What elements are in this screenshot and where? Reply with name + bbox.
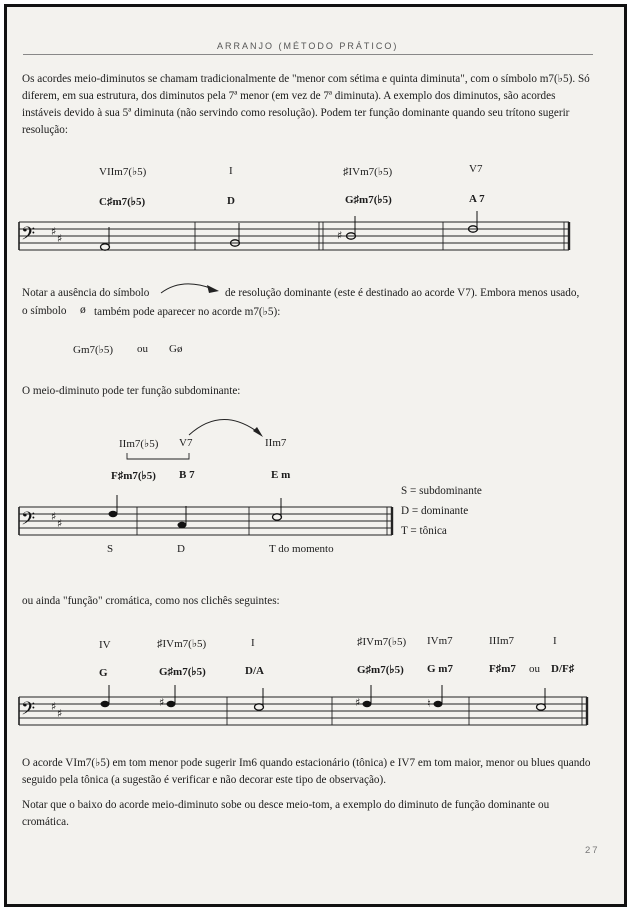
bass-clef-icon: 𝄢	[21, 224, 36, 249]
half-note-icon	[537, 704, 546, 710]
degree-label: ♯IVm7(♭5)	[157, 638, 207, 650]
legend-tonic: T = tônica	[401, 525, 447, 537]
degree-label: IV	[99, 639, 111, 651]
degree-label: IVm7	[427, 635, 453, 647]
half-diminished-symbol-icon: ø	[80, 304, 86, 316]
intro-paragraph: Os acordes meio-diminutos se chamam tradicionalmente de "menor com sétima e quinta diminuta", com o símbolo m7(♭5). Só diferem, em sua estrutura, dos diminutos pela 7ª menor (em vez de 7ª diminuta). A exemplo dos diminutos, são acordes instáveis devido à sua 5ª diminuta (não servindo como resolução). Podem ter função dominante quando seu trítono sugerir resolução:	[22, 73, 590, 136]
degree-label: IIm7	[265, 437, 287, 449]
degree-label: I	[553, 635, 557, 647]
chord-symbol: D/F♯	[551, 663, 575, 675]
subdominant-heading: O meio-diminuto pode ter função subdominante:	[22, 385, 241, 397]
chord-symbol: F♯m7	[489, 663, 516, 675]
legend-dominant: D = dominante	[401, 505, 469, 517]
key-signature-sharp-icon: ♯	[51, 225, 57, 238]
chord-symbol: Gø	[169, 343, 183, 355]
degree-label: VIIm7(♭5)	[99, 166, 147, 178]
degree-label: I	[229, 165, 233, 177]
key-signature-sharp-icon: ♯	[51, 510, 57, 523]
chord-symbol: F♯m7(♭5)	[111, 470, 156, 482]
natural-accidental-icon: ♮	[427, 697, 431, 710]
closing-paragraph-2: Notar que o baixo do acorde meio-diminuto sobe ou desce meio-tom, a exemplo do diminuto de função dominante ou cromática.	[22, 799, 550, 828]
bass-clef-icon: 𝄢	[21, 699, 36, 724]
degree-label: ♯IVm7(♭5)	[357, 636, 407, 648]
degree-label: V7	[469, 163, 483, 175]
chord-symbol: D/A	[245, 665, 264, 677]
bass-clef-icon: 𝄢	[21, 509, 36, 534]
note-text-part-d: também pode aparecer no acorde m7(♭5):	[94, 306, 281, 318]
sharp-accidental-icon: ♯	[355, 696, 361, 709]
closing-paragraph-1: O acorde VIm7(♭5) em tom menor pode sugerir Im6 quando estacionário (tônica) e IV7 em tom maior, menor ou blues quando seguido pela tônica (a sugestão é verificar e não decorar este tipo de observação).	[22, 757, 591, 786]
half-note-icon	[255, 704, 264, 710]
degree-label: IIm7(♭5)	[119, 438, 159, 450]
chord-symbol: G	[99, 667, 108, 679]
degree-label: ♯IVm7(♭5)	[343, 166, 393, 178]
note-text-part-b: de resolução dominante (este é destinado ao acorde V7). Embora menos usado,	[225, 287, 580, 299]
chord-symbol: D	[227, 195, 235, 207]
degree-label: I	[251, 637, 255, 649]
or-text: ou	[137, 343, 148, 355]
quarter-note-icon	[101, 701, 110, 707]
chord-symbol: G m7	[427, 663, 453, 675]
page-number: 27	[585, 845, 600, 856]
chord-symbol: G♯m7(♭5)	[159, 666, 206, 678]
quarter-note-icon	[167, 701, 176, 707]
chord-symbol: G♯m7(♭5)	[345, 194, 392, 206]
or-text: ou	[529, 663, 540, 675]
degree-label: V7	[179, 437, 193, 449]
key-signature-sharp-icon: ♯	[57, 517, 63, 530]
chord-symbol: B 7	[179, 469, 195, 481]
chord-symbol: Gm7(♭5)	[73, 344, 114, 356]
chord-symbol: E m	[271, 469, 291, 481]
running-header: ARRANJO (MÉTODO PRÁTICO)	[217, 41, 399, 51]
chord-symbol: A 7	[469, 193, 485, 205]
key-signature-sharp-icon: ♯	[57, 232, 63, 245]
function-label: S	[107, 543, 114, 555]
function-label: T do momento	[269, 543, 334, 555]
key-signature-sharp-icon: ♯	[57, 707, 63, 720]
chord-symbol: C♯m7(♭5)	[99, 196, 146, 208]
legend-subdominant: S = subdominante	[401, 485, 482, 497]
sharp-accidental-icon: ♯	[337, 229, 343, 242]
quarter-note-icon	[434, 701, 443, 707]
note-text-part-a: Notar a ausência do símbolo	[22, 287, 150, 299]
quarter-note-icon	[363, 701, 372, 707]
sharp-accidental-icon: ♯	[159, 696, 165, 709]
chromatic-heading: ou ainda "função" cromática, como nos clichês seguintes:	[22, 595, 280, 607]
function-label: D	[177, 543, 185, 555]
key-signature-sharp-icon: ♯	[51, 700, 57, 713]
book-page	[4, 4, 627, 907]
note-text-part-c: o símbolo	[22, 305, 67, 317]
degree-label: IIIm7	[489, 635, 515, 647]
chord-symbol: G♯m7(♭5)	[357, 664, 404, 676]
